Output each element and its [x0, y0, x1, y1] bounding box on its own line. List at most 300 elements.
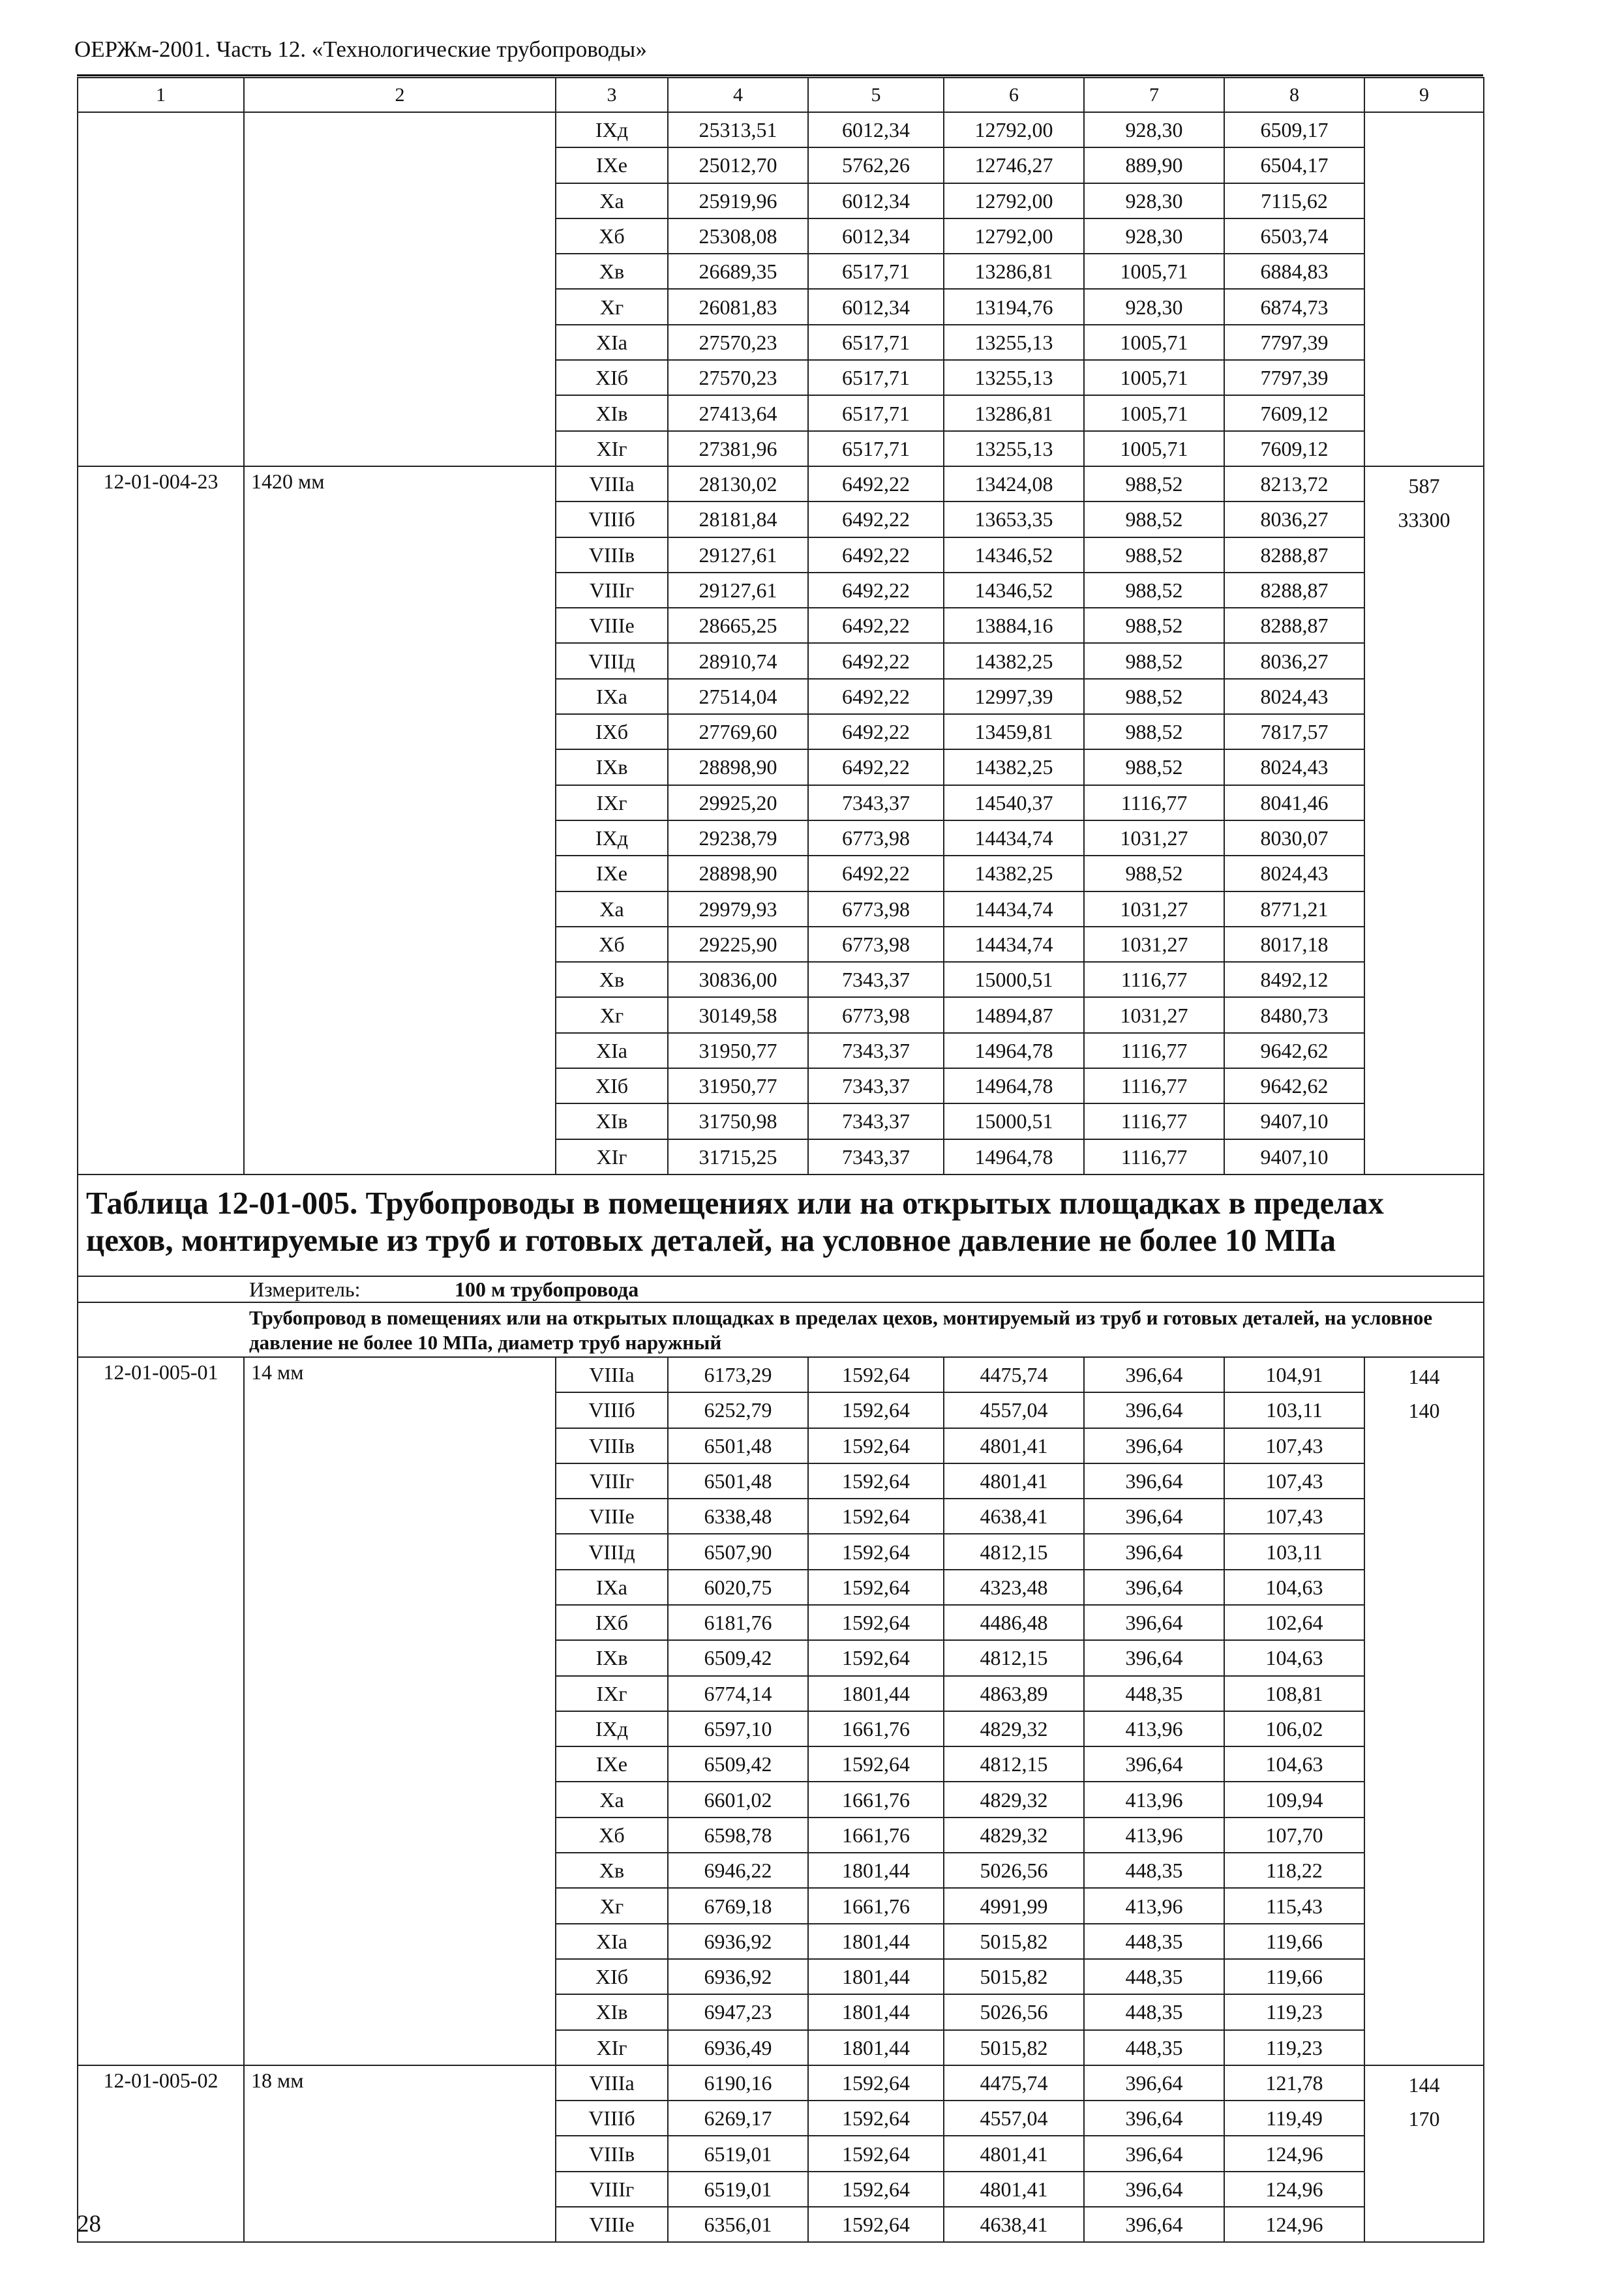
column-number: 7: [1084, 78, 1224, 112]
cost-value: 8041,46: [1224, 785, 1364, 820]
cost-value: 413,96: [1084, 1888, 1224, 1923]
cost-value: 448,35: [1084, 1959, 1224, 1994]
group-label: Xг: [556, 997, 668, 1032]
cost-value: 1592,64: [808, 1499, 944, 1534]
cost-value: 1592,64: [808, 1357, 944, 1392]
cost-value: 25308,08: [668, 218, 808, 254]
cost-value: 8288,87: [1224, 573, 1364, 608]
cost-value: 9407,10: [1224, 1139, 1364, 1174]
page-number: 28: [77, 2211, 101, 2237]
cost-value: 121,78: [1224, 2065, 1364, 2101]
cost-value: 8213,72: [1224, 466, 1364, 501]
group-label: IXг: [556, 1676, 668, 1711]
cost-value: 6773,98: [808, 997, 944, 1032]
column-number: 6: [944, 78, 1084, 112]
cost-value: 1592,64: [808, 2136, 944, 2171]
cost-value: 6597,10: [668, 1711, 808, 1746]
cost-value: 7343,37: [808, 1139, 944, 1174]
cost-value: 988,52: [1084, 537, 1224, 573]
group-label: Xа: [556, 891, 668, 927]
cost-value: 6492,22: [808, 679, 944, 714]
cost-value: 6884,83: [1224, 254, 1364, 289]
cost-value: 4829,32: [944, 1818, 1084, 1853]
group-label: VIIIв: [556, 537, 668, 573]
cost-value: 7609,12: [1224, 431, 1364, 466]
cost-value: 28898,90: [668, 856, 808, 891]
cost-value: 5015,82: [944, 1959, 1084, 1994]
cost-value: 6012,34: [808, 112, 944, 147]
cost-value: 13194,76: [944, 289, 1084, 324]
group-label: XIа: [556, 325, 668, 360]
pipe-diameter: 1420 мм: [244, 466, 556, 1174]
column-number: 1: [78, 78, 244, 112]
cost-value: 6503,74: [1224, 218, 1364, 254]
resource-value: 170: [1408, 2106, 1440, 2131]
cost-value: 4486,48: [944, 1605, 1084, 1640]
cost-value: 8024,43: [1224, 679, 1364, 714]
cost-value: 31715,25: [668, 1139, 808, 1174]
cost-value: 4801,41: [944, 1428, 1084, 1463]
cost-value: 119,23: [1224, 2030, 1364, 2065]
cost-value: 6517,71: [808, 325, 944, 360]
cost-value: 29127,61: [668, 573, 808, 608]
cost-value: 988,52: [1084, 573, 1224, 608]
group-label: XIв: [556, 1994, 668, 2029]
column-number: 4: [668, 78, 808, 112]
resource-column: [1364, 1357, 1484, 2065]
group-label: XIб: [556, 1068, 668, 1103]
cost-value: 6509,42: [668, 1640, 808, 1675]
cost-value: 13255,13: [944, 360, 1084, 395]
description-row: [78, 1302, 1484, 1357]
cost-value: 29225,90: [668, 927, 808, 962]
cost-value: 928,30: [1084, 289, 1224, 324]
cost-value: 396,64: [1084, 1499, 1224, 1534]
cost-value: 1592,64: [808, 2172, 944, 2207]
cost-value: 7343,37: [808, 785, 944, 820]
table-title: Таблица 12-01-005. Трубопроводы в помещениях или на открытых площадках в пределах цехов, монтируемые из труб и готовых деталей, на условное давление не более 10 МПа: [86, 1184, 1384, 1258]
column-number-row: [78, 78, 1484, 112]
cost-value: 14346,52: [944, 537, 1084, 573]
cost-value: 7797,39: [1224, 325, 1364, 360]
group-label: IXе: [556, 856, 668, 891]
cost-value: 27570,23: [668, 360, 808, 395]
cost-value: 1116,77: [1084, 1139, 1224, 1174]
cost-value: 8480,73: [1224, 997, 1364, 1032]
cost-value: 12792,00: [944, 218, 1084, 254]
cost-value: 1592,64: [808, 1605, 944, 1640]
cost-value: 9407,10: [1224, 1103, 1364, 1139]
cost-value: 6517,71: [808, 254, 944, 289]
cost-value: 6936,92: [668, 1959, 808, 1994]
cost-value: 6507,90: [668, 1534, 808, 1569]
cost-value: 9642,62: [1224, 1033, 1364, 1068]
group-label: VIIIг: [556, 2172, 668, 2207]
cost-value: 14434,74: [944, 927, 1084, 962]
cost-value: 104,63: [1224, 1570, 1364, 1605]
cost-value: 115,43: [1224, 1888, 1364, 1923]
cost-value: 13653,35: [944, 501, 1084, 537]
cost-value: 28910,74: [668, 643, 808, 678]
pipe-diameter: 18 мм: [244, 2065, 556, 2242]
cost-value: 4638,41: [944, 1499, 1084, 1534]
cost-value: 4557,04: [944, 1392, 1084, 1428]
table-row: [78, 1357, 1484, 1392]
cost-value: 8024,43: [1224, 749, 1364, 785]
cost-value: 1005,71: [1084, 431, 1224, 466]
table-row: [78, 112, 1484, 147]
cost-value: 1031,27: [1084, 997, 1224, 1032]
cost-value: 27381,96: [668, 431, 808, 466]
cost-value: 14346,52: [944, 573, 1084, 608]
cost-value: 104,91: [1224, 1357, 1364, 1392]
cost-value: 4801,41: [944, 2136, 1084, 2171]
group-label: IXв: [556, 749, 668, 785]
group-label: VIIIв: [556, 1428, 668, 1463]
rate-code: 12-01-005-02: [78, 2065, 244, 2242]
cost-value: 106,02: [1224, 1711, 1364, 1746]
group-label: XIг: [556, 1139, 668, 1174]
cost-value: 1592,64: [808, 1392, 944, 1428]
cost-value: 889,90: [1084, 147, 1224, 183]
cost-value: 1005,71: [1084, 325, 1224, 360]
cost-value: 29127,61: [668, 537, 808, 573]
cost-value: 7343,37: [808, 1103, 944, 1139]
cost-value: 396,64: [1084, 1428, 1224, 1463]
cost-value: 448,35: [1084, 1853, 1224, 1888]
group-label: IXа: [556, 679, 668, 714]
group-label: VIIIе: [556, 1499, 668, 1534]
cost-value: 8492,12: [1224, 962, 1364, 997]
cost-value: 30836,00: [668, 962, 808, 997]
cost-value: 124,96: [1224, 2172, 1364, 2207]
cost-value: 15000,51: [944, 962, 1084, 997]
cost-value: 104,63: [1224, 1640, 1364, 1675]
group-label: Xа: [556, 183, 668, 218]
cost-value: 396,64: [1084, 2065, 1224, 2101]
resource-column: [1364, 112, 1484, 466]
pipe-diameter: [244, 112, 556, 466]
cost-value: 1801,44: [808, 1676, 944, 1711]
group-label: XIв: [556, 395, 668, 430]
cost-value: 7609,12: [1224, 395, 1364, 430]
cost-value: 8036,27: [1224, 501, 1364, 537]
cost-value: 14964,78: [944, 1033, 1084, 1068]
table-row: [78, 466, 1484, 501]
cost-value: 25919,96: [668, 183, 808, 218]
group-label: IXг: [556, 785, 668, 820]
cost-value: 28130,02: [668, 466, 808, 501]
group-label: IXб: [556, 714, 668, 749]
cost-value: 4323,48: [944, 1570, 1084, 1605]
group-label: VIIIа: [556, 1357, 668, 1392]
cost-value: 4557,04: [944, 2101, 1084, 2136]
cost-value: 4475,74: [944, 2065, 1084, 2101]
cost-value: 6947,23: [668, 1994, 808, 2029]
cost-value: 928,30: [1084, 183, 1224, 218]
cost-value: 1661,76: [808, 1711, 944, 1746]
cost-value: 27413,64: [668, 395, 808, 430]
group-label: Xа: [556, 1782, 668, 1817]
cost-value: 13255,13: [944, 325, 1084, 360]
group-label: VIIIа: [556, 2065, 668, 2101]
cost-value: 119,66: [1224, 1924, 1364, 1959]
group-label: VIIIа: [556, 466, 668, 501]
cost-value: 6519,01: [668, 2172, 808, 2207]
measure-label: Измеритель:: [249, 1277, 361, 1301]
cost-value: 6501,48: [668, 1463, 808, 1499]
cost-value: 396,64: [1084, 1392, 1224, 1428]
rate-code: [78, 112, 244, 466]
cost-value: 13884,16: [944, 608, 1084, 643]
measure-row: [78, 1276, 1484, 1302]
cost-value: 1031,27: [1084, 891, 1224, 927]
rates-table: [77, 77, 1484, 2243]
cost-value: 13286,81: [944, 395, 1084, 430]
resource-column: [1364, 466, 1484, 1174]
section-description: Трубопровод в помещениях или на открытых площадках в пределах цехов, монтируемый из труб и готовых деталей, на условное давление не более 10 МПа, диаметр труб наружный: [78, 1302, 1484, 1357]
cost-value: 6769,18: [668, 1888, 808, 1923]
cost-value: 6492,22: [808, 608, 944, 643]
cost-value: 14434,74: [944, 891, 1084, 927]
cost-value: 25012,70: [668, 147, 808, 183]
cost-value: 4801,41: [944, 1463, 1084, 1499]
cost-value: 103,11: [1224, 1392, 1364, 1428]
cost-value: 31950,77: [668, 1033, 808, 1068]
cost-value: 1801,44: [808, 1853, 944, 1888]
cost-value: 1116,77: [1084, 1103, 1224, 1139]
cost-value: 6492,22: [808, 643, 944, 678]
group-label: VIIIг: [556, 1463, 668, 1499]
table-title-row: [78, 1174, 1484, 1276]
group-label: XIб: [556, 360, 668, 395]
group-label: VIIIд: [556, 1534, 668, 1569]
group-label: IXб: [556, 1605, 668, 1640]
group-label: Xг: [556, 289, 668, 324]
group-label: XIв: [556, 1103, 668, 1139]
rate-code: 12-01-005-01: [78, 1357, 244, 2065]
cost-value: 6020,75: [668, 1570, 808, 1605]
cost-value: 1801,44: [808, 1924, 944, 1959]
group-label: Xв: [556, 254, 668, 289]
cost-value: 28898,90: [668, 749, 808, 785]
cost-value: 7343,37: [808, 1068, 944, 1103]
table-body-continued: [78, 78, 1484, 1174]
cost-value: 4801,41: [944, 2172, 1084, 2207]
cost-value: 396,64: [1084, 1746, 1224, 1782]
cost-value: 8036,27: [1224, 643, 1364, 678]
cost-value: 107,43: [1224, 1428, 1364, 1463]
cost-value: 13424,08: [944, 466, 1084, 501]
cost-value: 4638,41: [944, 2207, 1084, 2242]
cost-value: 6012,34: [808, 183, 944, 218]
cost-value: 6492,22: [808, 537, 944, 573]
cost-value: 413,96: [1084, 1818, 1224, 1853]
cost-value: 6492,22: [808, 573, 944, 608]
cost-value: 14964,78: [944, 1139, 1084, 1174]
cost-value: 988,52: [1084, 501, 1224, 537]
cost-value: 14540,37: [944, 785, 1084, 820]
cost-value: 6519,01: [668, 2136, 808, 2171]
cost-value: 1661,76: [808, 1888, 944, 1923]
cost-value: 988,52: [1084, 608, 1224, 643]
group-label: IXд: [556, 820, 668, 856]
group-label: XIг: [556, 2030, 668, 2065]
cost-value: 1592,64: [808, 1746, 944, 1782]
cost-value: 988,52: [1084, 856, 1224, 891]
cost-value: 6338,48: [668, 1499, 808, 1534]
cost-value: 102,64: [1224, 1605, 1364, 1640]
column-number: 8: [1224, 78, 1364, 112]
group-label: XIб: [556, 1959, 668, 1994]
cost-value: 1801,44: [808, 1959, 944, 1994]
cost-value: 5026,56: [944, 1994, 1084, 2029]
cost-value: 6012,34: [808, 218, 944, 254]
cost-value: 928,30: [1084, 112, 1224, 147]
cost-value: 29925,20: [668, 785, 808, 820]
cost-value: 988,52: [1084, 714, 1224, 749]
cost-value: 6874,73: [1224, 289, 1364, 324]
resource-value: 33300: [1398, 507, 1451, 531]
cost-value: 1592,64: [808, 1570, 944, 1605]
cost-value: 6269,17: [668, 2101, 808, 2136]
header-rule: [77, 74, 1483, 76]
cost-value: 28665,25: [668, 608, 808, 643]
cost-value: 1116,77: [1084, 1068, 1224, 1103]
cost-value: 1592,64: [808, 1463, 944, 1499]
cost-value: 14964,78: [944, 1068, 1084, 1103]
cost-value: 6504,17: [1224, 147, 1364, 183]
cost-value: 4812,15: [944, 1746, 1084, 1782]
cost-value: 928,30: [1084, 218, 1224, 254]
cost-value: 6492,22: [808, 466, 944, 501]
group-label: VIIIб: [556, 501, 668, 537]
cost-value: 396,64: [1084, 2207, 1224, 2242]
cost-value: 396,64: [1084, 1534, 1224, 1569]
group-label: VIIIв: [556, 2136, 668, 2171]
cost-value: 1801,44: [808, 1994, 944, 2029]
cost-value: 119,66: [1224, 1959, 1364, 1994]
cost-value: 27514,04: [668, 679, 808, 714]
cost-value: 6773,98: [808, 927, 944, 962]
cost-value: 988,52: [1084, 466, 1224, 501]
cost-value: 104,63: [1224, 1746, 1364, 1782]
pipe-diameter: 14 мм: [244, 1357, 556, 2065]
cost-value: 31750,98: [668, 1103, 808, 1139]
cost-value: 6181,76: [668, 1605, 808, 1640]
group-label: IXд: [556, 112, 668, 147]
cost-value: 6012,34: [808, 289, 944, 324]
cost-value: 6517,71: [808, 360, 944, 395]
cost-value: 6936,92: [668, 1924, 808, 1959]
resource-column: [1364, 2065, 1484, 2242]
cost-value: 109,94: [1224, 1782, 1364, 1817]
cost-value: 107,70: [1224, 1818, 1364, 1853]
cost-value: 6936,49: [668, 2030, 808, 2065]
cost-value: 8030,07: [1224, 820, 1364, 856]
cost-value: 8288,87: [1224, 537, 1364, 573]
group-label: Xб: [556, 218, 668, 254]
cost-value: 14382,25: [944, 749, 1084, 785]
cost-value: 108,81: [1224, 1676, 1364, 1711]
cost-value: 7817,57: [1224, 714, 1364, 749]
cost-value: 12792,00: [944, 112, 1084, 147]
cost-value: 6517,71: [808, 431, 944, 466]
cost-value: 118,22: [1224, 1853, 1364, 1888]
cost-value: 30149,58: [668, 997, 808, 1032]
cost-value: 1592,64: [808, 2065, 944, 2101]
cost-value: 1661,76: [808, 1782, 944, 1817]
cost-value: 1005,71: [1084, 360, 1224, 395]
cost-value: 29979,93: [668, 891, 808, 927]
group-label: Xв: [556, 962, 668, 997]
cost-value: 13286,81: [944, 254, 1084, 289]
cost-value: 8017,18: [1224, 927, 1364, 962]
cost-value: 1592,64: [808, 1428, 944, 1463]
cost-value: 6356,01: [668, 2207, 808, 2242]
group-label: IXе: [556, 147, 668, 183]
cost-value: 6509,42: [668, 1746, 808, 1782]
group-label: Xб: [556, 1818, 668, 1853]
cost-value: 14382,25: [944, 643, 1084, 678]
resource-value: 144: [1408, 1364, 1440, 1388]
cost-value: 4812,15: [944, 1640, 1084, 1675]
group-label: XIа: [556, 1033, 668, 1068]
cost-value: 8024,43: [1224, 856, 1364, 891]
cost-value: 107,43: [1224, 1463, 1364, 1499]
cost-value: 6252,79: [668, 1392, 808, 1428]
group-label: VIIIд: [556, 643, 668, 678]
cost-value: 448,35: [1084, 1676, 1224, 1711]
cost-value: 14894,87: [944, 997, 1084, 1032]
cost-value: 27570,23: [668, 325, 808, 360]
column-number: 2: [244, 78, 556, 112]
cost-value: 396,64: [1084, 1605, 1224, 1640]
cost-value: 119,49: [1224, 2101, 1364, 2136]
cost-value: 7115,62: [1224, 183, 1364, 218]
cost-value: 413,96: [1084, 1711, 1224, 1746]
cost-value: 6190,16: [668, 2065, 808, 2101]
group-label: VIIIе: [556, 608, 668, 643]
cost-value: 28181,84: [668, 501, 808, 537]
cost-value: 1031,27: [1084, 927, 1224, 962]
cost-value: 7343,37: [808, 962, 944, 997]
cost-value: 1592,64: [808, 2207, 944, 2242]
cost-value: 13459,81: [944, 714, 1084, 749]
group-label: VIIIб: [556, 1392, 668, 1428]
cost-value: 5015,82: [944, 1924, 1084, 1959]
cost-value: 13255,13: [944, 431, 1084, 466]
cost-value: 6773,98: [808, 820, 944, 856]
cost-value: 7797,39: [1224, 360, 1364, 395]
cost-value: 12997,39: [944, 679, 1084, 714]
group-label: Xв: [556, 1853, 668, 1888]
cost-value: 103,11: [1224, 1534, 1364, 1569]
resource-value: 144: [1408, 2072, 1440, 2097]
cost-value: 4829,32: [944, 1782, 1084, 1817]
table-body-new: [78, 1357, 1484, 2242]
cost-value: 448,35: [1084, 1924, 1224, 1959]
cost-value: 8771,21: [1224, 891, 1364, 927]
measure-value: 100 м трубопровода: [455, 1277, 639, 1301]
cost-value: 396,64: [1084, 1640, 1224, 1675]
group-label: VIIIб: [556, 2101, 668, 2136]
group-label: IXд: [556, 1711, 668, 1746]
page-header: ОЕРЖм-2001. Часть 12. «Технологические трубопроводы»: [74, 37, 647, 62]
cost-value: 26081,83: [668, 289, 808, 324]
cost-value: 1661,76: [808, 1818, 944, 1853]
cost-value: 4812,15: [944, 1534, 1084, 1569]
